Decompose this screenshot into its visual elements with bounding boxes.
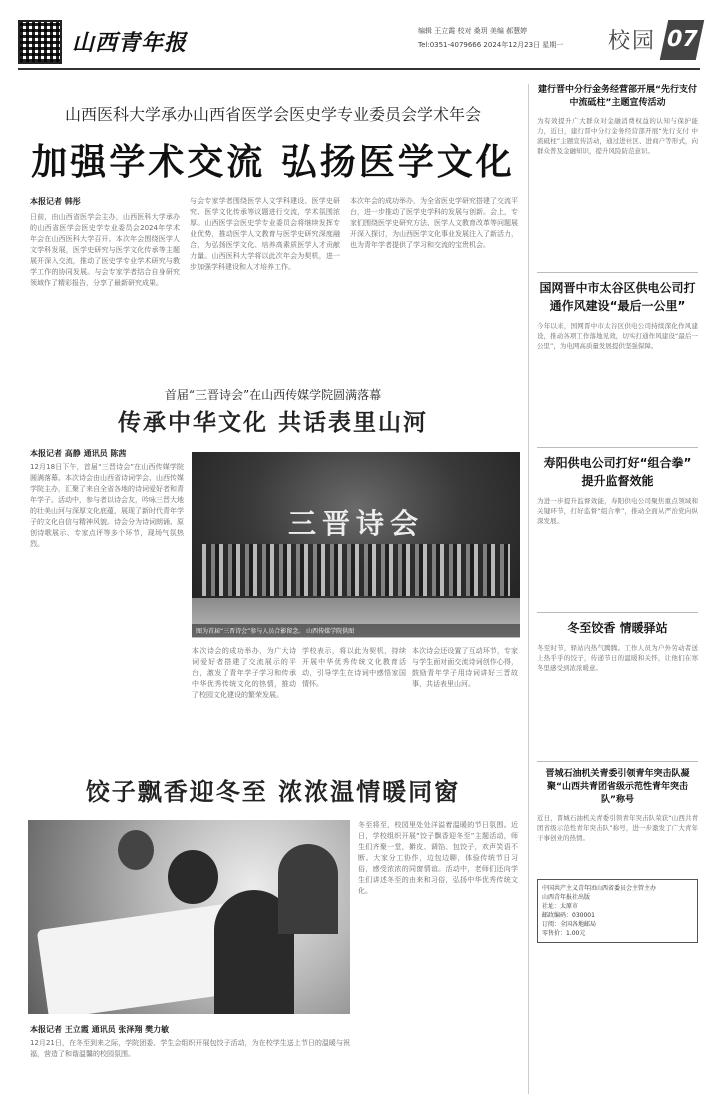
article1-headline: 加强学术交流 弘扬医学文化 bbox=[31, 142, 515, 183]
masthead bbox=[18, 20, 700, 66]
stage-title: 三晋诗会 bbox=[287, 507, 424, 540]
group-photo-crowd bbox=[202, 544, 510, 596]
column-divider bbox=[537, 272, 698, 273]
brief2-body: 今年以来，国网晋中市太谷区供电公司持续深化作风建设，推动各项工作落地见效，切实打通作风建设“最后一公里”，为电网高质量发展提供坚强保障。 bbox=[537, 322, 698, 350]
brief4-headline: 冬至饺香 情暖驿站 bbox=[567, 621, 668, 635]
section-label: 校园 bbox=[608, 29, 657, 54]
date-line: Tel:0351-4079666 2024年12月23日 星期一 bbox=[418, 41, 564, 49]
brief2-headline: 国网晋中市太谷区供电公司打通作风建设“最后一公里” bbox=[539, 281, 696, 313]
article2-body-left: 12月18日下午，首届“三晋诗会”在山西传媒学院圆满落幕。本次诗会由山西省诗词学会、山西传媒学院主办，汇聚了来自全省各地的诗词爱好者和青年学子。活动中，参与者以诗会友，吟咏三晋大地的壮美山河与深厚文化底蕴，展现了新时代青年学子的文化自信与精神风貌。诗会分为诗词朗诵、原创诗歌展示、专家点评等多个环节，现场气氛热烈。 bbox=[30, 463, 184, 548]
article2-body-bottom-2: 学校表示，将以此为契机，持续开展中华优秀传统文化教育活动，引导学生在诗词中感悟家国情怀。 bbox=[302, 647, 406, 688]
masthead-divider bbox=[18, 68, 700, 70]
imprint-box bbox=[537, 879, 698, 943]
student-figure bbox=[168, 850, 218, 904]
qr-code-icon bbox=[18, 20, 62, 64]
brief4-body: 冬至时节，驿站内热气腾腾。工作人员为户外劳动者送上热乎乎的饺子，传递节日的温暖和关怀，让他们在寒冬里感受到浓浓暖意。 bbox=[537, 644, 698, 672]
article1-body-col1: 日前，由山西省医学会主办，山西医科大学承办的山西省医学会医史学专业委员会2024年学术年会在山西医科大学召开。本次年会围绕医学人文学科发展，医学史研究与医学文化传承等主题展开深入交流，推动了医史学专业学术研究与教学工作的协同发展。与会专家学者结合自身研究领域作了精彩报告，分享了最新研究成果。 bbox=[30, 213, 180, 287]
article1-kicker: 山西医科大学承办山西省医学会医史学专业委员会学术年会 bbox=[64, 105, 481, 124]
newspaper-logo: 山西青年报 bbox=[72, 30, 188, 56]
imprint-line: 零售价：1.00元 bbox=[542, 930, 586, 937]
imprint-line: 订阅：全国各地邮局 bbox=[542, 921, 597, 928]
article2-body-bottom-1: 本次诗会的成功举办，为广大诗词爱好者搭建了交流展示的平台，激发了青年学子学习和传承中华优秀传统文化的热情，推动了校园文化建设的繁荣发展。 bbox=[192, 647, 296, 699]
article2-kicker: 首届“三晋诗会”在山西传媒学院圆满落幕 bbox=[164, 388, 382, 402]
imprint-line: 邮政编码：030001 bbox=[542, 912, 595, 919]
brief1-body: 为有效提升广大群众对金融消费权益的认知与保护能力，近日，建行晋中分行金务经营部开展“先行支付 中流砥柱”主题宣传活动，通过进社区、进商户等形式，向群众普及金融知识，提升风险防范意识。 bbox=[537, 117, 698, 155]
brief1-headline: 建行晋中分行金务经营部开展“先行支付 中流砥柱”主题宣传活动 bbox=[538, 85, 697, 108]
brief5-body: 近日，晋城石油机关青委引领青年突击队荣获“山西共青团省级示范性青年突击队”称号，进一步激发了广大青年干事创业的热情。 bbox=[537, 814, 698, 842]
article1-body-col3: 本次年会的成功举办，为全省医史学研究搭建了交流平台，进一步推动了医学史学科的发展与创新。会上，专家们围绕医学史研究方法、医学人文教育改革等问题展开深入探讨，为山西医学文化事业发展注入了新活力，也为青年学者提供了学习和交流的宝贵机会。 bbox=[350, 197, 518, 249]
column-divider bbox=[537, 761, 698, 762]
imprint-line: 社址：太原市 bbox=[542, 903, 579, 910]
imprint-line: 中国共产主义青年团山西省委员会主管主办 bbox=[542, 885, 657, 892]
dumpling-making-photo bbox=[28, 820, 350, 1014]
imprint-line: 山西青年报社出版 bbox=[542, 894, 591, 901]
editor-info: 编辑 王立霞 校对 桑玥 美编 郝慧婷 bbox=[418, 27, 528, 35]
right-news-column bbox=[528, 84, 698, 1094]
brief3-body: 为进一步提升监督效能，寿阳供电公司聚焦重点领域和关键环节，打好监督“组合拳”，推动全面从严治党向纵深发展。 bbox=[537, 497, 698, 525]
brief3-headline: 寿阳供电公司打好“组合拳” 提升监督效能 bbox=[543, 456, 692, 488]
poetry-gathering-photo bbox=[192, 452, 520, 638]
article3-body-bottom: 12月21日，在冬至到来之际，学院团委、学生会组织开展包饺子活动，为在校学生送上节日的温暖与祝福，营造了和谐温馨的校园氛围。 bbox=[30, 1039, 350, 1058]
student-figure bbox=[278, 844, 338, 934]
brief5-headline: 晋城石油机关青委引领青年突击队凝聚“山西共青团省级示范性青年突击队”称号 bbox=[545, 769, 690, 805]
article3-byline: 本报记者 王立霞 通讯员 张泽翔 樊力敏 bbox=[30, 1025, 170, 1034]
article1-byline: 本报记者 韩彤 bbox=[30, 197, 81, 206]
article3-body-right: 冬至将至，校园里处处洋溢着温暖的节日氛围。近日，学校组织开展“饺子飘香迎冬至”主题活动，师生们齐聚一堂，擀皮、调馅、包饺子，欢声笑语不断。大家分工协作，边包边聊，体验传统节日习俗，感受浓浓的同窗情谊。活动中，老师们还向学生们讲述冬至的由来和习俗，弘扬中华优秀传统文化。 bbox=[358, 821, 518, 895]
article3-headline: 饺子飘香迎冬至 浓浓温情暖同窗 bbox=[85, 778, 461, 806]
article2-byline: 本报记者 高静 通讯员 陈茜 bbox=[30, 449, 127, 458]
article2-body-bottom-3: 本次诗会还设置了互动环节，专家与学生面对面交流诗词创作心得，鼓励青年学子用诗词讲好三晋故事，共话表里山河。 bbox=[412, 647, 518, 688]
column-divider bbox=[537, 612, 698, 613]
article1-body-col2: 与会专家学者围绕医学人文学科建设、医学史研究、医学文化传承等议题进行交流，学术氛围浓厚。山西医学会医史学专业委员会将继续发挥专业优势，推动医学人文教育与医学史研究深度融合，为弘扬医学文化、培养高素质医学人才贡献力量。山西医科大学将以此次年会为契机，进一步加强学科建设和人才培养工作。 bbox=[190, 197, 340, 271]
page-number: 07 bbox=[660, 20, 705, 60]
photo1-caption: 图为首届“三晋诗会”参与人员合影留念。 山西传媒学院供图 bbox=[192, 624, 520, 637]
article2-headline: 传承中华文化 共话表里山河 bbox=[117, 410, 428, 436]
column-divider bbox=[537, 447, 698, 448]
student-figure bbox=[118, 830, 154, 870]
